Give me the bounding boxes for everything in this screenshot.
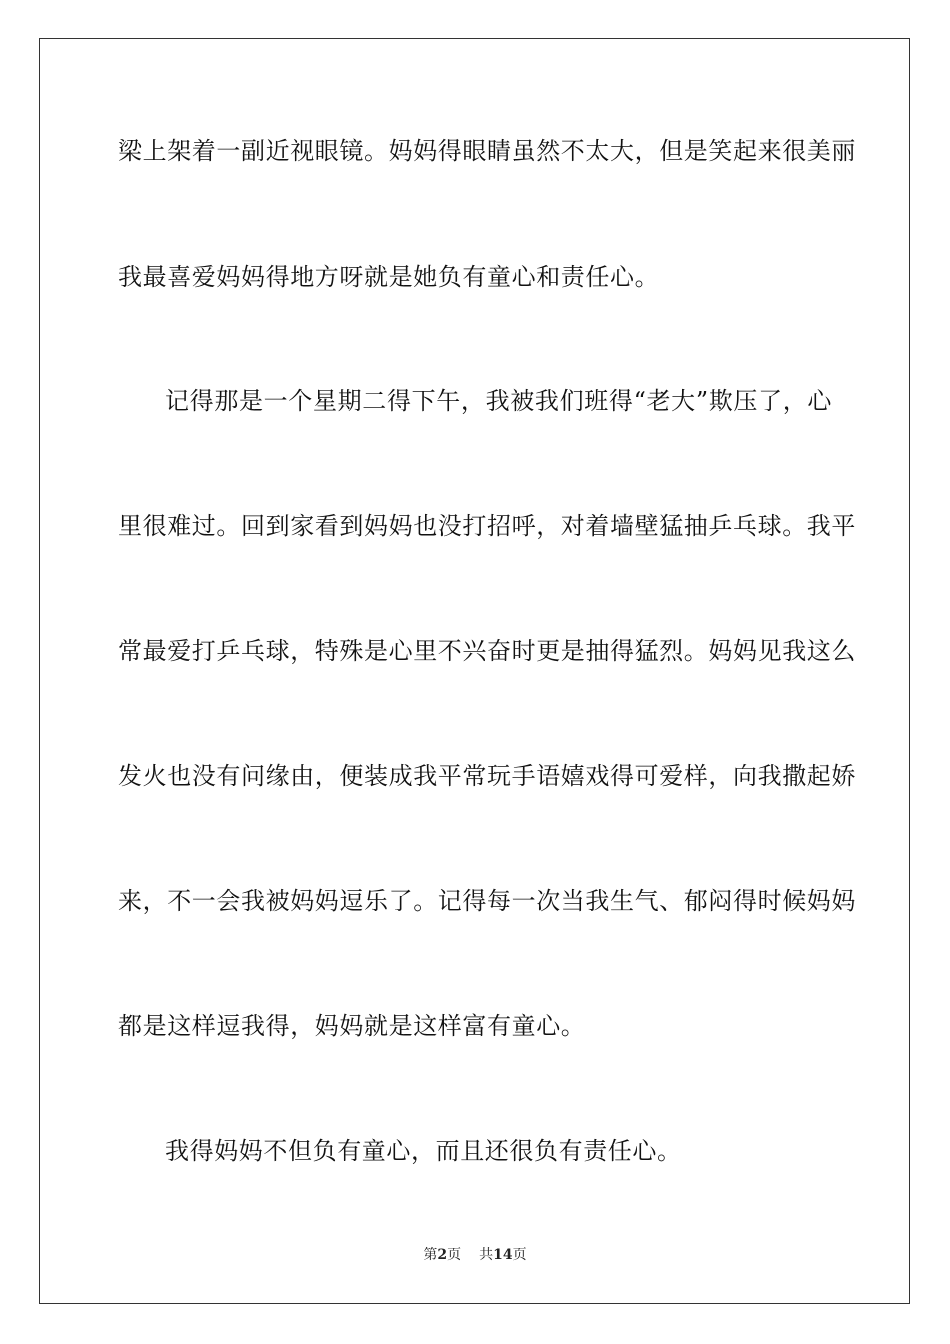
page-frame: [39, 38, 910, 1304]
text-line: 我最喜爱妈妈得地方呀就是她负有童心和责任心。: [118, 263, 660, 291]
page-footer: [0, 1246, 950, 1264]
text-line: 常最爱打乒乓球，特殊是心里不兴奋时更是抽得猛烈。妈妈见我这么: [118, 637, 856, 665]
text-line: 我得妈妈不但负有童心，而且还很负有责任心。: [165, 1137, 682, 1165]
text-line: 里很难过。回到家看到妈妈也没打招呼，对着墙壁猛抽乒乓球。我平: [118, 512, 856, 540]
text-line: 记得那是一个星期二得下午，我被我们班得“老大”欺压了，心: [165, 387, 832, 415]
footer-total-suffix: 页: [512, 1247, 527, 1263]
text-line: 梁上架着一副近视眼镜。妈妈得眼睛虽然不太大，但是笑起来很美丽: [118, 137, 856, 165]
text-line: 发火也没有问缘由，便装成我平常玩手语嬉戏得可爱样，向我撒起娇: [118, 762, 856, 790]
text-line: 都是这样逗我得，妈妈就是这样富有童心。: [118, 1012, 586, 1040]
footer-total-prefix: 共: [479, 1247, 494, 1263]
footer-page-suffix: 页: [447, 1247, 462, 1263]
footer-page-number: 2: [437, 1247, 448, 1263]
footer-total-number: 14: [493, 1247, 513, 1263]
text-line: 来，不一会我被妈妈逗乐了。记得每一次当我生气、郁闷得时候妈妈: [118, 887, 856, 915]
footer-page-prefix: 第: [423, 1247, 438, 1263]
